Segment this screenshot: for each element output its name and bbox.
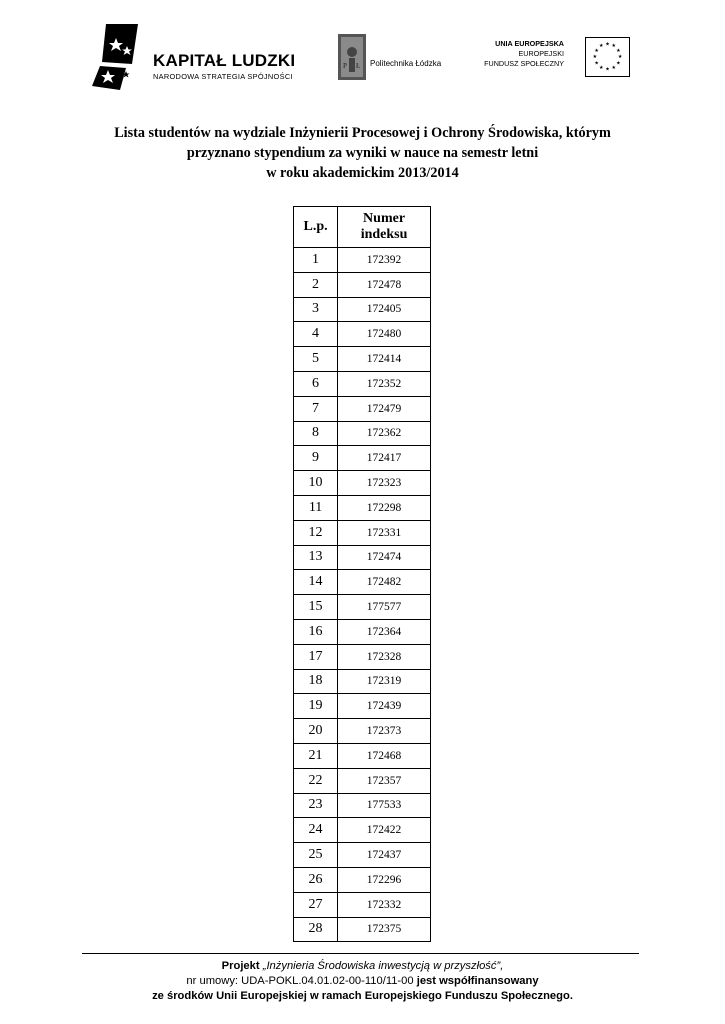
table-row: [294, 471, 431, 496]
row-index-number: 172437: [338, 843, 431, 868]
row-index-number: 177533: [338, 793, 431, 818]
title-line-1: Lista studentów na wydziale Inżynierii Procesowej i Ochrony Środowiska, którym: [114, 125, 611, 141]
table-row: [294, 793, 431, 818]
kapital-ludzki-subtitle: NARODOWA STRATEGIA SPÓJNOŚCI: [153, 72, 293, 81]
table-row: [294, 694, 431, 719]
title-line-2: przyznano stypendium za wyniki w nauce na semestr letni: [186, 145, 539, 161]
footer-projekt-name: „Inżynieria Środowiska inwestycją w przyszłość”,: [262, 960, 504, 972]
svg-text:★: ★: [611, 65, 617, 71]
students-table: [293, 206, 431, 942]
row-lp: 9: [294, 446, 338, 471]
svg-text:★: ★: [616, 60, 621, 67]
row-index-number: 172392: [338, 248, 431, 273]
row-index-number: 172468: [338, 743, 431, 768]
row-lp: 20: [294, 719, 338, 744]
svg-text:★: ★: [605, 41, 610, 48]
row-index-number: 172328: [338, 644, 431, 669]
footer-line-2: [40, 974, 685, 989]
row-index-number: 172405: [338, 297, 431, 322]
kapital-ludzki-logo: [92, 24, 312, 90]
svg-text:★: ★: [592, 54, 598, 61]
footer-line-1: [40, 959, 685, 974]
table-row: [294, 396, 431, 421]
table-row: [294, 248, 431, 273]
row-lp: 13: [294, 545, 338, 570]
page-footer: [40, 959, 685, 1004]
kapital-ludzki-title: KAPITAŁ LUDZKI: [153, 51, 296, 70]
table-row: [294, 322, 431, 347]
row-lp: 26: [294, 867, 338, 892]
row-lp: 17: [294, 644, 338, 669]
row-index-number: 172331: [338, 520, 431, 545]
row-index-number: 172362: [338, 421, 431, 446]
row-index-number: 172352: [338, 371, 431, 396]
politechnika-crest-icon: [338, 34, 366, 80]
politechnika-logo: [338, 34, 458, 80]
table-row: [294, 446, 431, 471]
table-row: [294, 371, 431, 396]
row-index-number: 172364: [338, 619, 431, 644]
svg-text:★: ★: [598, 43, 604, 50]
table-row: [294, 892, 431, 917]
row-lp: 19: [294, 694, 338, 719]
table-row: [294, 644, 431, 669]
eu-line-1: UNIA EUROPEJSKA: [495, 39, 564, 48]
row-lp: 21: [294, 743, 338, 768]
table-row: [294, 545, 431, 570]
row-index-number: 172373: [338, 719, 431, 744]
title-line-3: w roku akademickim 2013/2014: [266, 165, 459, 181]
table-row: [294, 619, 431, 644]
column-header-lp: L.p.: [294, 207, 338, 248]
row-index-number: 172479: [338, 396, 431, 421]
row-index-number: 172296: [338, 867, 431, 892]
footer-divider: [82, 953, 639, 954]
row-index-number: 172298: [338, 495, 431, 520]
row-lp: 25: [294, 843, 338, 868]
svg-text:★: ★: [598, 65, 604, 71]
table-row: [294, 570, 431, 595]
footer-cofinanced: jest współfinansowany: [416, 975, 539, 987]
document-title: [60, 123, 665, 183]
row-lp: 6: [294, 371, 338, 396]
table-row: [294, 272, 431, 297]
row-index-number: 172478: [338, 272, 431, 297]
row-index-number: 172480: [338, 322, 431, 347]
row-lp: 7: [294, 396, 338, 421]
svg-text:★: ★: [594, 47, 599, 54]
table-row: [294, 595, 431, 620]
eu-logo: [478, 35, 638, 79]
table-row: [294, 743, 431, 768]
table-body: [294, 248, 431, 942]
row-index-number: 172422: [338, 818, 431, 843]
kapital-ludzki-emblem-icon: [92, 24, 150, 90]
row-lp: 28: [294, 917, 338, 942]
eu-line-3: FUNDUSZ SPOŁECZNY: [484, 59, 564, 68]
row-lp: 15: [294, 595, 338, 620]
table-row: [294, 297, 431, 322]
table-header-row: [294, 207, 431, 248]
table-row: [294, 421, 431, 446]
row-index-number: 172375: [338, 917, 431, 942]
row-lp: 5: [294, 347, 338, 372]
footer-projekt-label: Projekt: [221, 960, 260, 972]
row-lp: 3: [294, 297, 338, 322]
row-lp: 1: [294, 248, 338, 273]
column-header-index-line-2: indeksu: [360, 227, 408, 242]
table-row: [294, 719, 431, 744]
politechnika-name: Politechnika Łódzka: [370, 59, 442, 68]
row-index-number: 177577: [338, 595, 431, 620]
footer-umowa: nr umowy: UDA-POKL.04.01.02-00-110/11-00: [186, 975, 414, 987]
table-row: [294, 347, 431, 372]
column-header-index: [338, 207, 431, 248]
svg-text:★: ★: [605, 66, 610, 73]
row-index-number: 172323: [338, 471, 431, 496]
svg-text:Ł: Ł: [356, 62, 361, 70]
eu-flag-icon: [585, 37, 630, 77]
row-lp: 8: [294, 421, 338, 446]
row-lp: 2: [294, 272, 338, 297]
table-row: [294, 867, 431, 892]
table-row: [294, 768, 431, 793]
row-lp: 12: [294, 520, 338, 545]
svg-text:★: ★: [611, 43, 617, 50]
row-lp: 18: [294, 669, 338, 694]
row-lp: 16: [294, 619, 338, 644]
svg-text:★: ★: [616, 47, 621, 54]
row-index-number: 172417: [338, 446, 431, 471]
table-row: [294, 843, 431, 868]
eu-line-2: EUROPEJSKI: [518, 49, 564, 58]
row-index-number: 172482: [338, 570, 431, 595]
row-lp: 24: [294, 818, 338, 843]
row-lp: 10: [294, 471, 338, 496]
row-index-number: 172474: [338, 545, 431, 570]
row-lp: 22: [294, 768, 338, 793]
footer-line-3: ze środków Unii Europejskiej w ramach Europejskiego Funduszu Społecznego.: [152, 990, 573, 1002]
row-index-number: 172319: [338, 669, 431, 694]
row-index-number: 172414: [338, 347, 431, 372]
row-index-number: 172439: [338, 694, 431, 719]
table-row: [294, 917, 431, 942]
row-lp: 23: [294, 793, 338, 818]
row-lp: 27: [294, 892, 338, 917]
svg-text:★: ★: [617, 54, 623, 61]
column-header-index-line-1: Numer: [363, 211, 406, 226]
page-header: [0, 18, 725, 88]
eu-text: [484, 39, 564, 69]
row-index-number: 172332: [338, 892, 431, 917]
svg-text:P: P: [343, 62, 347, 70]
table-row: [294, 495, 431, 520]
table-row: [294, 520, 431, 545]
table-row: [294, 669, 431, 694]
row-lp: 14: [294, 570, 338, 595]
table-row: [294, 818, 431, 843]
row-index-number: 172357: [338, 768, 431, 793]
svg-text:★: ★: [594, 60, 599, 67]
row-lp: 11: [294, 495, 338, 520]
row-lp: 4: [294, 322, 338, 347]
